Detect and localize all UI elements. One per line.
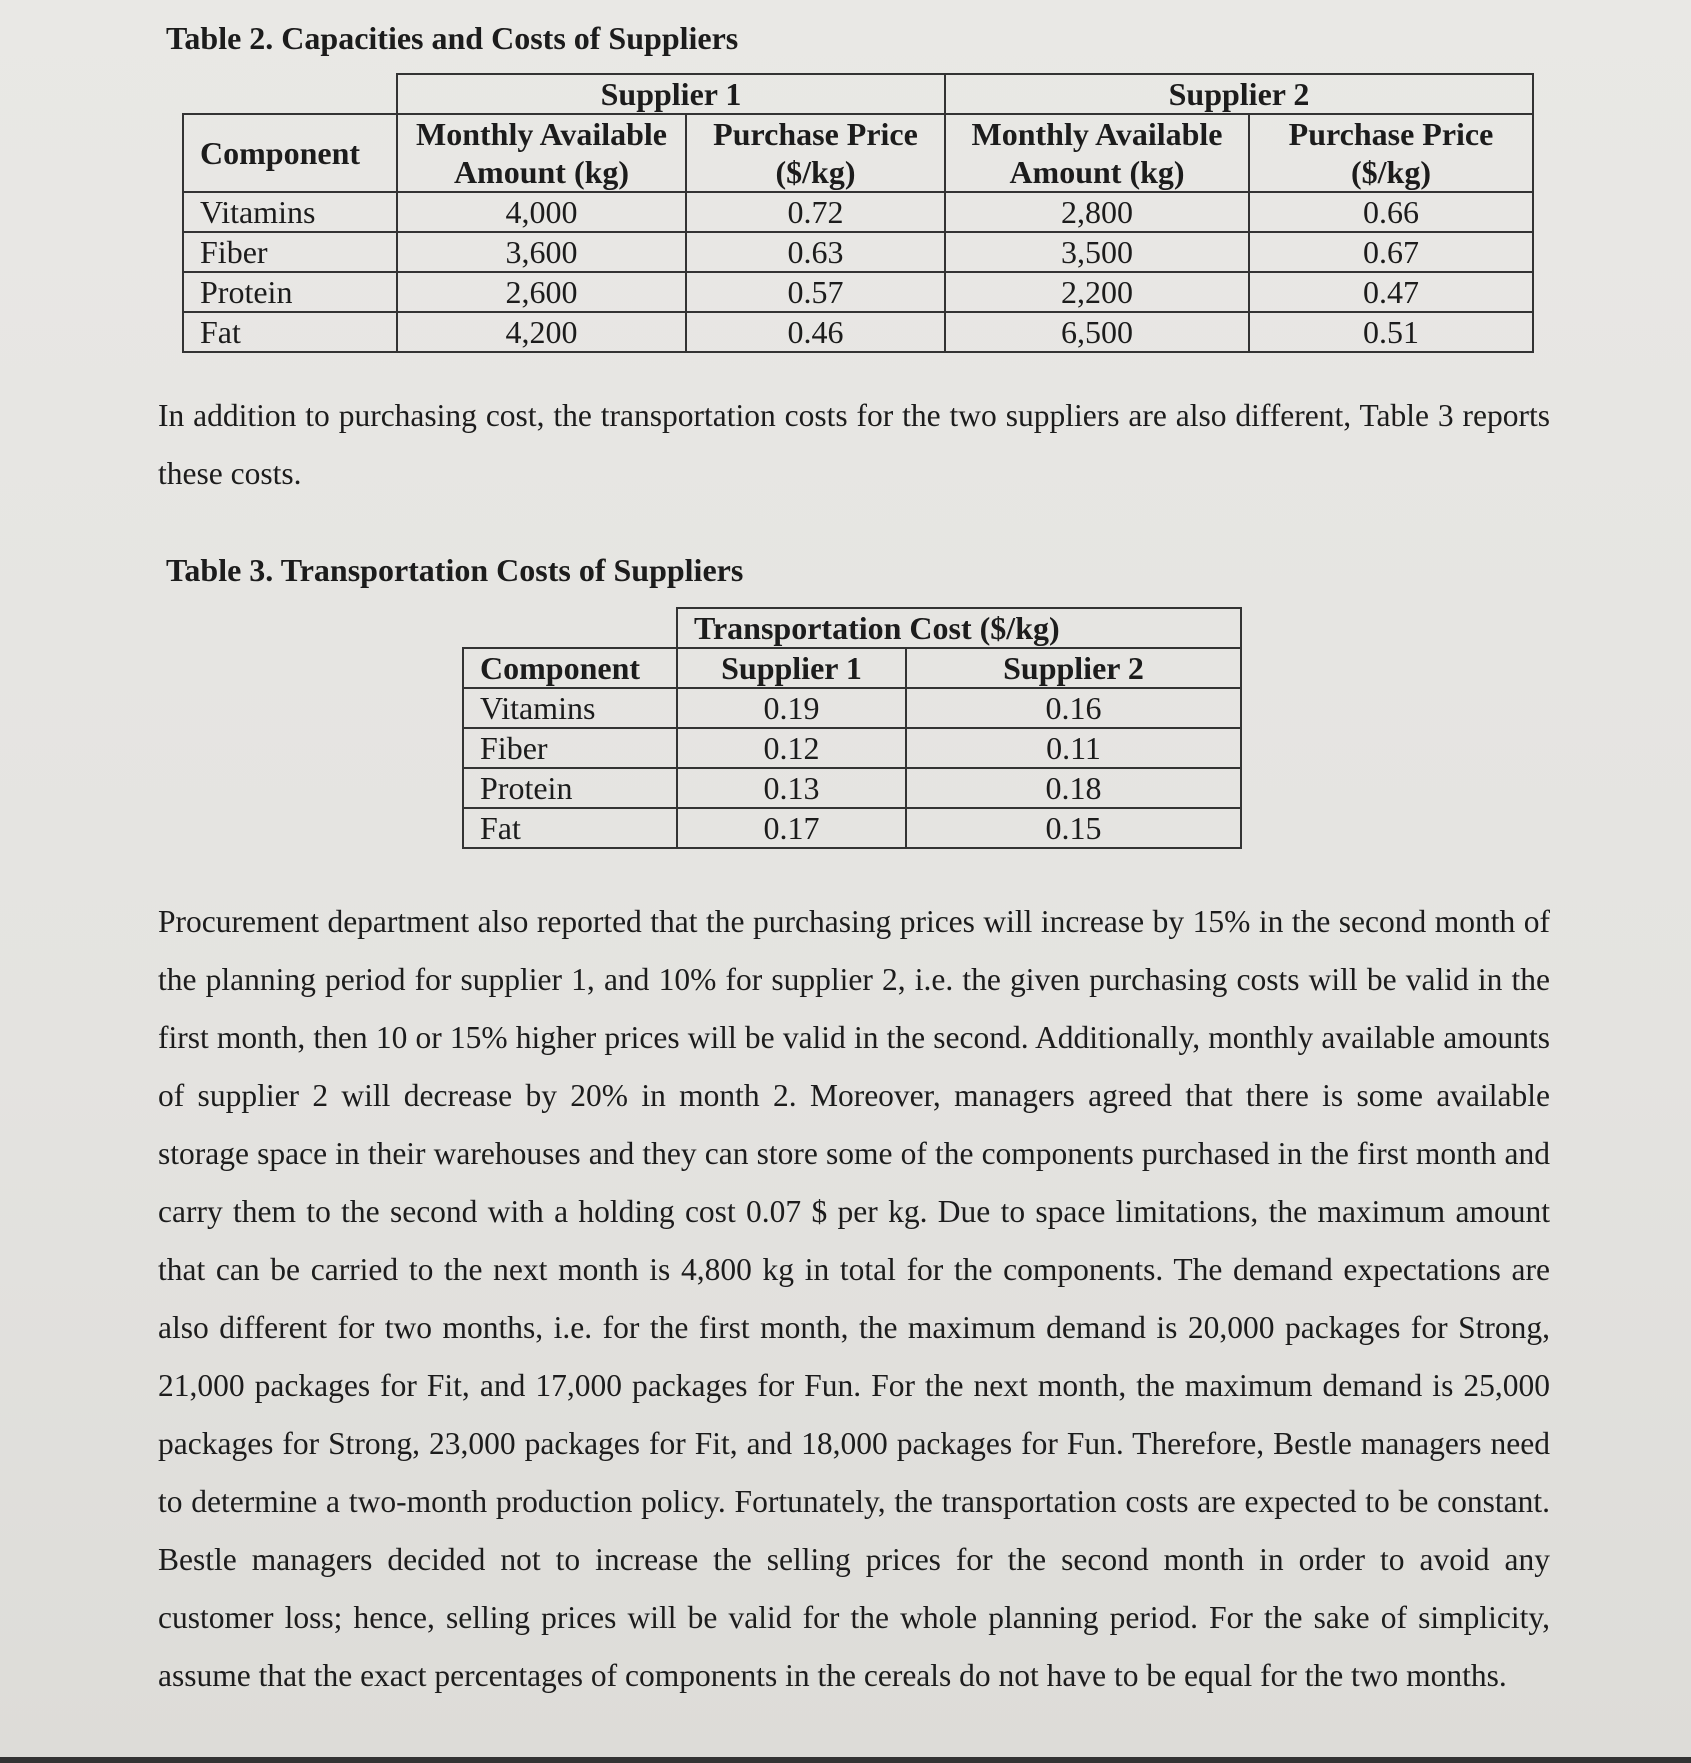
s1-transport-cell: 0.13 xyxy=(677,768,906,808)
table-row xyxy=(183,312,1533,352)
header-component: Component xyxy=(463,648,677,688)
table-row xyxy=(183,192,1533,232)
table-row xyxy=(463,688,1241,728)
header-supplier-1: Supplier 1 xyxy=(677,648,906,688)
component-cell: Fat xyxy=(463,808,677,848)
component-cell: Vitamins xyxy=(463,688,677,728)
component-cell: Fat xyxy=(183,312,397,352)
table-row xyxy=(463,808,1241,848)
photo-bottom-edge xyxy=(0,1757,1691,1763)
s2-transport-cell: 0.11 xyxy=(906,728,1241,768)
header-component: Component xyxy=(183,114,397,192)
s2-transport-cell: 0.18 xyxy=(906,768,1241,808)
header-s1-price: Purchase Price ($/kg) xyxy=(686,114,945,192)
s2-transport-cell: 0.16 xyxy=(906,688,1241,728)
table3-transportation-costs xyxy=(462,607,1242,849)
s2-price-cell: 0.47 xyxy=(1249,272,1533,312)
s1-transport-cell: 0.19 xyxy=(677,688,906,728)
table-header-row xyxy=(463,648,1241,688)
s1-price-cell: 0.63 xyxy=(686,232,945,272)
table-header-row xyxy=(183,74,1533,114)
s2-transport-cell: 0.15 xyxy=(906,808,1241,848)
header-s2-amount: Monthly Available Amount (kg) xyxy=(945,114,1249,192)
s1-price-cell: 0.57 xyxy=(686,272,945,312)
s1-transport-cell: 0.12 xyxy=(677,728,906,768)
header-supplier-1: Supplier 1 xyxy=(397,74,945,114)
paragraph-transport-intro: In addition to purchasing cost, the transportation costs for the two suppliers are also different, Table 3 reports these costs. xyxy=(158,398,1550,491)
s2-amount-cell: 2,200 xyxy=(945,272,1249,312)
header-transportation-cost: Transportation Cost ($/kg) xyxy=(677,608,1241,648)
table-header-row xyxy=(463,608,1241,648)
s1-amount-cell: 2,600 xyxy=(397,272,686,312)
component-cell: Vitamins xyxy=(183,192,397,232)
s2-price-cell: 0.66 xyxy=(1249,192,1533,232)
paragraph-procurement: Procurement department also reported that the purchasing prices will increase by 15% in the second month of the planning period for supplier 1, and 10% for supplier 2, i.e. the given purchasing costs will be valid in the first month, then 10 or 15% higher prices will be valid in the second. Additionally, monthly available amounts of supplier 2 will decrease by 20% in month 2. Moreover, managers agreed that there is some available storage space in their warehouses and they can store some of the components purchased in the first month and carry them to the second with a holding cost 0.07 $ per kg. Due to space limitations, the maximum amount that can be carried to the next month is 4,800 kg in total for the components. The demand expectations are also different for two months, i.e. for the first month, the maximum demand is 20,000 packages for Strong, 21,000 packages for Fit, and 17,000 packages for Fun. For the next month, the maximum demand is 25,000 packages for Strong, 23,000 packages for Fit, and 18,000 packages for Fun. Therefore, Bestle managers need to determine a two-month production policy. Fortunately, the transportation costs are expected to be constant. Bestle managers decided not to increase the selling prices for the second month in order to avoid any customer loss; hence, selling prices will be valid for the whole planning period. For the sake of simplicity, assume that the exact percentages of components in the cereals do not have to be equal for the two months. xyxy=(158,904,1550,1693)
table-row xyxy=(463,768,1241,808)
s2-price-cell: 0.51 xyxy=(1249,312,1533,352)
s1-amount-cell: 3,600 xyxy=(397,232,686,272)
table-header-row xyxy=(183,114,1533,192)
table-row xyxy=(183,272,1533,312)
header-s1-amount: Monthly Available Amount (kg) xyxy=(397,114,686,192)
s1-amount-cell: 4,000 xyxy=(397,192,686,232)
s1-amount-cell: 4,200 xyxy=(397,312,686,352)
table2-caption: Table 2. Capacities and Costs of Suppliers xyxy=(166,20,739,56)
s1-price-cell: 0.72 xyxy=(686,192,945,232)
s1-price-cell: 0.46 xyxy=(686,312,945,352)
table2-capacities-costs xyxy=(182,73,1534,353)
header-s2-price: Purchase Price ($/kg) xyxy=(1249,114,1533,192)
table-row xyxy=(463,728,1241,768)
table-row xyxy=(183,232,1533,272)
s1-transport-cell: 0.17 xyxy=(677,808,906,848)
s2-amount-cell: 6,500 xyxy=(945,312,1249,352)
s2-amount-cell: 3,500 xyxy=(945,232,1249,272)
s2-amount-cell: 2,800 xyxy=(945,192,1249,232)
component-cell: Protein xyxy=(463,768,677,808)
header-supplier-2: Supplier 2 xyxy=(906,648,1241,688)
s2-price-cell: 0.67 xyxy=(1249,232,1533,272)
component-cell: Fiber xyxy=(183,232,397,272)
table3-caption: Table 3. Transportation Costs of Suppliers xyxy=(166,552,744,588)
component-cell: Fiber xyxy=(463,728,677,768)
header-supplier-2: Supplier 2 xyxy=(945,74,1533,114)
component-cell: Protein xyxy=(183,272,397,312)
